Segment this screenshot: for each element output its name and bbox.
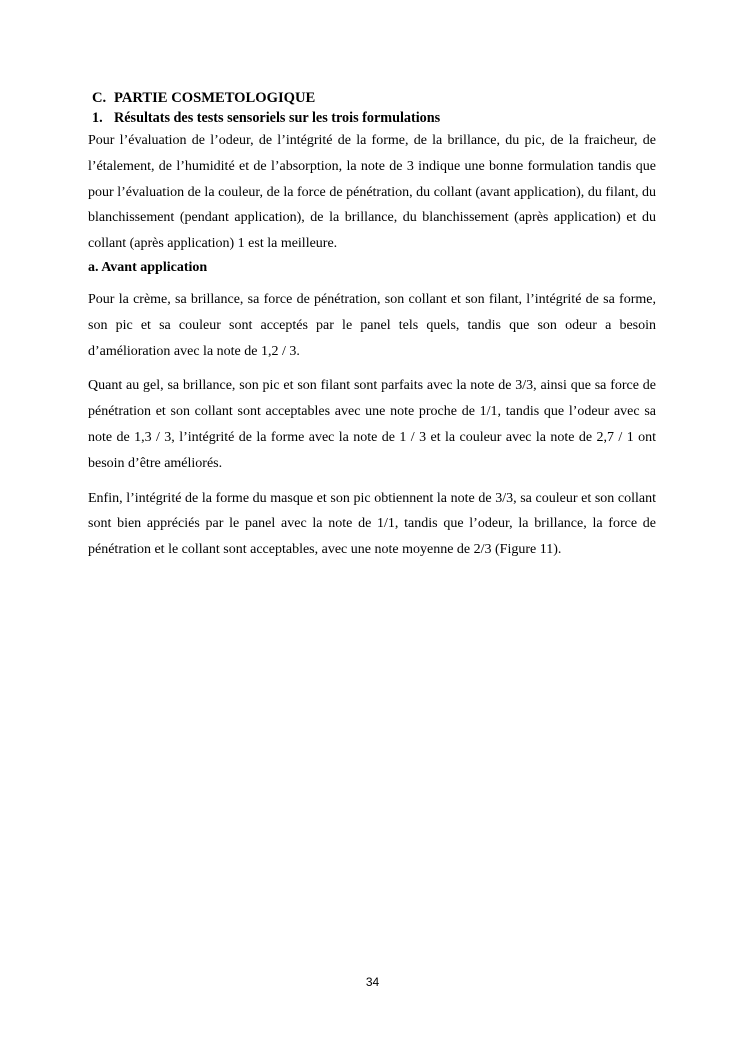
intro-paragraph: Pour l’évaluation de l’odeur, de l’intégrité de la forme, de la brillance, du pic, de la fraicheur, de l’étalement, de l’humidité et de l’absorption, la note de 3 indique une bonne formulation tandis que pour l’évaluation de la couleur, de la force de pénétration, du collant (avant application), du filant, du blanchissement (pendant application), de la brillance, du blanchissement (après application) et du collant (après application) 1 est la meilleure. (88, 133, 656, 252)
subsection-heading (88, 108, 656, 128)
subsection-label: 1. (92, 110, 103, 126)
avant-application-heading: a. Avant application (88, 259, 208, 275)
document-page (88, 88, 656, 563)
paragraph-gel: Quant au gel, sa brillance, son pic et son filant sont parfaits avec la note de 3/3, ainsi que sa force de pénétration et son collant sont acceptables avec une note proche de 1/1, tandis que l’odeur avec sa note de 1,3 / 3, l’intégrité de la forme avec la note de 1 / 3 et la couleur avec la note de 2,7 / 1 ont besoin d’être améliorés. (88, 378, 656, 471)
page-number: 34 (365, 975, 380, 989)
section-heading (88, 88, 656, 108)
paragraph-masque: Enfin, l’intégrité de la forme du masque et son pic obtiennent la note de 3/3, sa couleur et son collant sont bien appréciés par le panel avec la note de 1/1, tandis que l’odeur, la brillance, la force de pénétration et le collant sont acceptables, avec une note moyenne de 2/3 (Figure 11). (88, 490, 656, 558)
section-title: PARTIE COSMETOLOGIQUE (114, 90, 316, 106)
subsection-title: Résultats des tests sensoriels sur les trois formulations (114, 110, 441, 126)
paragraph-creme: Pour la crème, sa brillance, sa force de pénétration, son collant et son filant, l’intégrité de sa forme, son pic et sa couleur sont acceptés par le panel tels quels, tandis que son odeur a besoin d’amélioration avec la note de 1,2 / 3. (88, 291, 656, 359)
section-label: C. (92, 90, 107, 106)
